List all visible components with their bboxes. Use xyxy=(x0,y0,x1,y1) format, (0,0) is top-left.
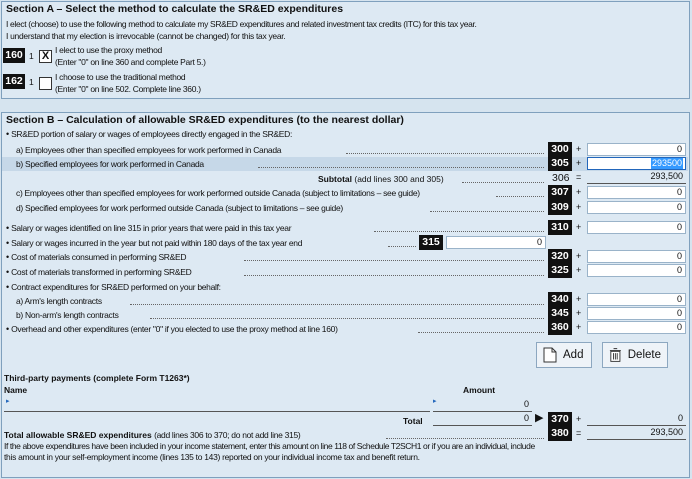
line-325-op: + xyxy=(576,265,582,275)
line-300-label: a) Employees other than specified employees for work performed in Canada xyxy=(16,145,282,155)
total-title: Total allowable SR&ED expenditures xyxy=(4,430,152,440)
line-345-code: 345 xyxy=(548,306,572,321)
line-370-value: 0 xyxy=(587,413,686,426)
line-160-code: 160 xyxy=(3,48,25,63)
line-360-code: 360 xyxy=(548,320,572,335)
line-360-label xyxy=(6,324,338,334)
bullet-icon: • xyxy=(6,267,12,277)
line-310-leader xyxy=(374,231,544,232)
third-party-total-value: 0 xyxy=(433,413,532,426)
line-325-text: Cost of materials transformed in performing SR&ED xyxy=(11,267,192,277)
line-307-input[interactable]: 0 xyxy=(587,186,686,199)
arrow-right-icon: ▶ xyxy=(535,412,544,424)
total-leader xyxy=(386,438,544,439)
subtotal-code: 306 xyxy=(552,172,570,184)
subtotal-label xyxy=(318,174,444,184)
subtotal-note: (add lines 300 and 305) xyxy=(354,174,444,184)
traditional-method-checkbox[interactable] xyxy=(39,77,52,90)
line-340-label: a) Arm's length contracts xyxy=(16,296,102,306)
line-325-code: 325 xyxy=(548,263,572,278)
line-305-selected-value: 293500 xyxy=(651,158,682,168)
line-307-leader xyxy=(496,196,544,197)
line-315-text: Salary or wages incurred in the year but not paid within 180 days of the tax year end xyxy=(11,238,303,248)
line-380-value: 293,500 xyxy=(587,427,686,440)
line-300-input[interactable]: 0 xyxy=(587,143,686,156)
delete-button[interactable] xyxy=(602,342,668,368)
line-360-leader xyxy=(418,332,544,333)
subtotal-leader xyxy=(462,182,544,183)
line-309-code: 309 xyxy=(548,200,572,215)
line-340-leader xyxy=(130,304,544,305)
line-345-label: b) Non-arm's length contracts xyxy=(16,310,119,320)
line-340-input[interactable]: 0 xyxy=(587,293,686,306)
line-162-num: 1 xyxy=(29,77,34,87)
line-320-input[interactable]: 0 xyxy=(587,250,686,263)
row-marker-icon: ▸ xyxy=(433,398,437,405)
section-a-intro-2: I understand that my election is irrevocable (cannot be changed) for this tax year. xyxy=(6,31,286,41)
total-note: (add lines 306 to 370; do not add line 315) xyxy=(154,430,301,440)
line-360-op: + xyxy=(576,322,582,332)
line-310-op: + xyxy=(576,222,582,232)
line-305-leader xyxy=(258,167,544,168)
line-162-code: 162 xyxy=(3,74,25,89)
line-360-input[interactable]: 0 xyxy=(587,321,686,334)
line-309-input[interactable]: 0 xyxy=(587,201,686,214)
line-305-code: 305 xyxy=(548,156,572,171)
section-b-title: Section B – Calculation of allowable SR&ED expenditures (to the nearest dollar) xyxy=(6,114,404,126)
add-button-label: Add xyxy=(563,349,584,361)
subtotal-value: 293,500 xyxy=(587,171,686,184)
bullet-icon: • xyxy=(6,282,12,292)
line-305-op: + xyxy=(576,158,582,168)
line-345-leader xyxy=(150,318,544,319)
line-310-label xyxy=(6,223,291,233)
line-380-op: = xyxy=(576,428,582,438)
line-315-leader xyxy=(388,246,416,247)
line-310-code: 310 xyxy=(548,220,572,235)
line-307-label: c) Employees other than specified employees for work performed outside Canada (subject to limitations – see guide) xyxy=(16,188,420,198)
salary-header xyxy=(6,129,292,139)
line-380-code: 380 xyxy=(548,426,572,441)
line-345-op: + xyxy=(576,308,582,318)
subtotal-op: = xyxy=(576,172,582,182)
traditional-method-label-1: I choose to use the traditional method xyxy=(55,72,186,82)
line-309-label: d) Specified employees for work performed outside Canada (subject to limitations – see guide) xyxy=(16,203,343,213)
bullet-icon: • xyxy=(6,129,12,139)
salary-header-text: SR&ED portion of salary or wages of employees directly engaged in the SR&ED: xyxy=(11,129,293,139)
trash-icon xyxy=(609,347,622,363)
line-160-num: 1 xyxy=(29,51,34,61)
proxy-method-checkbox[interactable]: X xyxy=(39,50,52,63)
third-party-name-input[interactable] xyxy=(4,399,430,412)
third-party-amount-input[interactable]: 0 xyxy=(433,399,532,412)
line-325-label xyxy=(6,267,191,277)
bullet-icon: • xyxy=(6,238,12,248)
subtotal-title: Subtotal xyxy=(318,174,352,184)
line-315-code: 315 xyxy=(419,235,443,250)
line-315-label xyxy=(6,238,302,248)
line-325-input[interactable]: 0 xyxy=(587,264,686,277)
bullet-icon: • xyxy=(6,223,12,233)
row-marker-icon: ▸ xyxy=(6,398,10,405)
line-370-code: 370 xyxy=(548,412,572,427)
line-305-input[interactable] xyxy=(587,157,686,170)
line-320-label xyxy=(6,252,186,262)
section-a-title: Section A – Select the method to calculate the SR&ED expenditures xyxy=(6,3,344,15)
line-305-label: b) Specified employees for work performed in Canada xyxy=(16,159,204,169)
third-party-name-header: Name xyxy=(4,385,28,395)
line-345-input[interactable]: 0 xyxy=(587,307,686,320)
total-label xyxy=(4,430,300,440)
line-320-code: 320 xyxy=(548,249,572,264)
line-307-op: + xyxy=(576,187,582,197)
section-a xyxy=(1,1,690,99)
third-party-total-label: Total xyxy=(403,416,423,426)
delete-button-label: Delete xyxy=(627,349,661,361)
proxy-method-label-2: (Enter "0" on line 360 and complete Part 5.) xyxy=(55,57,206,67)
line-310-text: Salary or wages identified on line 315 in prior years that were paid in this tax year xyxy=(11,223,292,233)
line-315-input[interactable]: 0 xyxy=(446,236,546,249)
line-340-code: 340 xyxy=(548,292,572,307)
line-300-op: + xyxy=(576,144,582,154)
line-340-op: + xyxy=(576,294,582,304)
third-party-title: Third-party payments (complete Form T1263*) xyxy=(4,373,190,383)
line-300-code: 300 xyxy=(548,142,572,157)
line-320-op: + xyxy=(576,251,582,261)
line-309-leader xyxy=(430,211,544,212)
contract-header-text: Contract expenditures for SR&ED performed on your behalf: xyxy=(11,282,221,292)
line-320-leader xyxy=(244,260,544,261)
total-footnote-1: If the above expenditures have been included in your income statement, enter this amount on line 118 of Schedule T2SCH1 or if you are an individual, include xyxy=(4,441,535,451)
line-320-text: Cost of materials consumed in performing SR&ED xyxy=(11,252,187,262)
proxy-method-label-1: I elect to use the proxy method xyxy=(55,45,162,55)
traditional-method-label-2: (Enter "0" on line 502. Complete line 360.) xyxy=(55,84,201,94)
line-309-op: + xyxy=(576,202,582,212)
third-party-amount-header: Amount xyxy=(463,385,496,395)
line-325-leader xyxy=(244,275,544,276)
bullet-icon: • xyxy=(6,324,12,334)
line-360-text: Overhead and other expenditures (enter "0" if you elected to use the proxy method at line 160) xyxy=(11,324,338,334)
line-300-leader xyxy=(346,153,544,154)
line-370-op: + xyxy=(576,414,582,424)
add-page-icon xyxy=(543,347,557,363)
line-310-input[interactable]: 0 xyxy=(587,221,686,234)
contract-header xyxy=(6,282,221,292)
section-a-intro-1: I elect (choose) to use the following method to calculate my SR&ED expenditures and related investment tax credits (ITC) for this tax year. xyxy=(6,19,477,29)
total-footnote-2: this amount in your self-employment income (lines 135 to 143) reported on your individual income tax and benefit return. xyxy=(4,452,420,462)
add-button[interactable] xyxy=(536,342,592,368)
bullet-icon: • xyxy=(6,252,12,262)
line-307-code: 307 xyxy=(548,185,572,200)
